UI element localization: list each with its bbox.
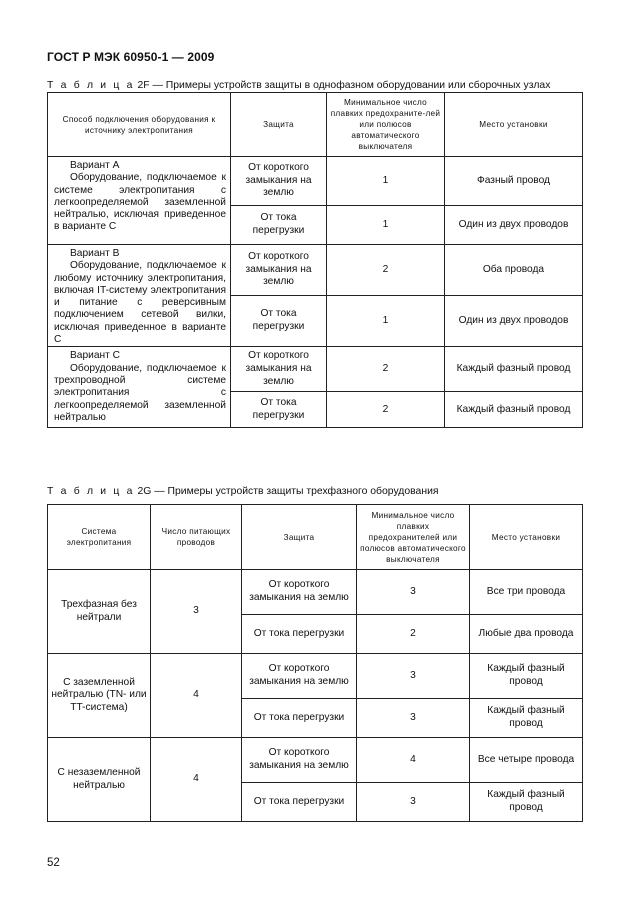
count-cell: 3	[357, 654, 470, 699]
variant-title: Вариант А	[70, 160, 120, 171]
page-number: 52	[47, 857, 60, 869]
protection-cell: От короткого замыкания на землю	[242, 738, 357, 783]
table-2g-caption	[47, 486, 439, 497]
count-cell: 3	[357, 783, 470, 822]
count-cell: 1	[327, 157, 445, 206]
location-cell: Любые два провода	[470, 615, 583, 654]
table-2f	[47, 92, 583, 428]
protection-cell: От тока перегрузки	[231, 206, 327, 245]
wires-cell: 3	[151, 570, 242, 654]
location-cell: Фазный провод	[445, 157, 583, 206]
count-cell: 3	[357, 570, 470, 615]
system-cell: С заземленной нейтралью (TN- или TT-система)	[48, 654, 151, 738]
caption-text: 2F — Примеры устройств защиты в однофазном оборудовании или сборочных узлах	[134, 80, 551, 91]
header-protection: Защита	[231, 93, 327, 157]
header-protection: Защита	[242, 505, 357, 570]
count-cell: 2	[327, 392, 445, 428]
protection-cell: От тока перегрузки	[231, 392, 327, 428]
variant-a-description	[48, 157, 231, 245]
variant-body: Оборудование, подключаемое к любому источнику электропитания, включая IT-систему электропитания и питание с реверсивным подключением сетевой вилки, исключая приведенное в варианте С	[54, 260, 226, 346]
protection-cell: От короткого замыкания на землю	[231, 347, 327, 392]
count-cell: 2	[357, 615, 470, 654]
variant-title: Вариант В	[70, 248, 120, 259]
variant-body: Оборудование, подключаемое к системе электропитания с легкоопределяемой заземленной нейтралью, исключая приведенное в варианте С	[54, 172, 226, 233]
header-min-count: Минимальное число плавких предохранителей или полюсов автоматического выключателя	[357, 505, 470, 570]
location-cell: Один из двух проводов	[445, 206, 583, 245]
protection-cell: От короткого замыкания на землю	[231, 157, 327, 206]
variant-title: Вариант С	[70, 350, 120, 362]
count-cell: 3	[357, 699, 470, 738]
protection-cell: От тока перегрузки	[231, 295, 327, 347]
table-2f-caption	[47, 80, 550, 91]
protection-cell: От короткого замыкания на землю	[242, 654, 357, 699]
protection-cell: От тока перегрузки	[242, 783, 357, 822]
location-cell: Каждый фазный провод	[470, 783, 583, 822]
caption-text: 2G — Примеры устройств защиты трехфазного оборудования	[134, 486, 439, 497]
location-cell: Оба провода	[445, 245, 583, 296]
system-cell: Трехфазная без нейтрали	[48, 570, 151, 654]
caption-prefix: Т а б л и ц а	[47, 486, 135, 497]
header-location: Место установки	[470, 505, 583, 570]
count-cell: 4	[357, 738, 470, 783]
count-cell: 1	[327, 295, 445, 347]
protection-cell: От тока перегрузки	[242, 615, 357, 654]
count-cell: 1	[327, 206, 445, 245]
protection-cell: От короткого замыкания на землю	[242, 570, 357, 615]
wires-cell: 4	[151, 654, 242, 738]
variant-body: Оборудование, подключаемое к трехпроводной системе электропитания с легкоопределяемой заземленной нейтралью	[54, 362, 226, 423]
variant-c-description	[48, 347, 231, 428]
location-cell: Каждый фазный провод	[445, 392, 583, 428]
location-cell: Все три провода	[470, 570, 583, 615]
header-location: Место установки	[445, 93, 583, 157]
count-cell: 2	[327, 347, 445, 392]
wires-cell: 4	[151, 738, 242, 822]
header-connection-method: Способ подключения оборудования к источнику электропитания	[48, 93, 231, 157]
header-power-system: Система электропитания	[48, 505, 151, 570]
location-cell: Каждый фазный провод	[470, 699, 583, 738]
variant-b-description	[48, 245, 231, 347]
header-wire-count: Число питающих проводов	[151, 505, 242, 570]
header-min-count: Минимальное число плавких предохраните-лей или полюсов автоматического выключателя	[327, 93, 445, 157]
caption-prefix: Т а б л и ц а	[47, 80, 135, 91]
system-cell: С незаземленной нейтралью	[48, 738, 151, 822]
protection-cell: От тока перегрузки	[242, 699, 357, 738]
location-cell: Каждый фазный провод	[445, 347, 583, 392]
location-cell: Все четыре провода	[470, 738, 583, 783]
protection-cell: От короткого замыкания на землю	[231, 245, 327, 296]
location-cell: Каждый фазный провод	[470, 654, 583, 699]
table-2g	[47, 504, 583, 822]
document-header: ГОСТ Р МЭК 60950-1 — 2009	[47, 50, 215, 64]
count-cell: 2	[327, 245, 445, 296]
location-cell: Один из двух проводов	[445, 295, 583, 347]
